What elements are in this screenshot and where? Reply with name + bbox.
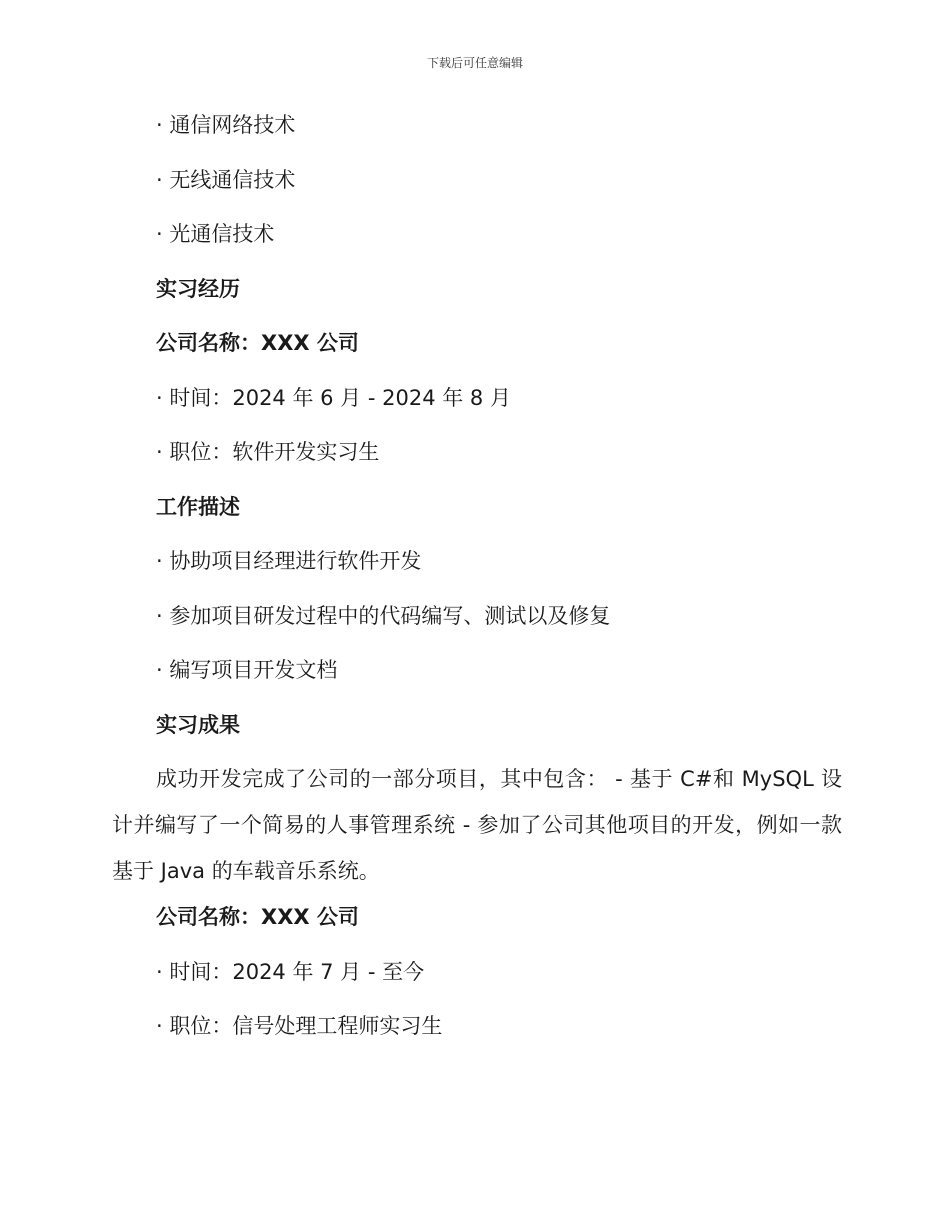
internship-heading: 实习经历 [156,276,240,301]
results-paragraph: 成功开发完成了公司的一部分项目，其中包含： - 基于 C#和 MySQL 设计并编写了一个简易的人事管理系统 - 参加了公司其他项目的开发，例如一款基于 Java 的车载音乐系统。 [112,767,842,883]
company-name: 公司名称：XXX 公司 [156,905,359,929]
work-description-heading: 工作描述 [156,494,240,519]
work-description-item: · 参加项目研发过程中的代码编写、测试以及修复 [156,603,611,628]
page-header-note: 下载后可任意编辑 [426,56,523,70]
company-time: · 时间：2024 年 7 月 - 至今 [156,959,425,984]
results-heading: 实习成果 [156,712,240,737]
document-body [112,110,842,1066]
company-name: 公司名称：XXX 公司 [156,331,359,355]
skill-item: · 光通信技术 [156,222,275,246]
skill-item: · 通信网络技术 [156,113,296,137]
work-description-item: · 编写项目开发文档 [156,658,338,682]
company-time: · 时间：2024 年 6 月 - 2024 年 8 月 [156,385,511,410]
skill-item: · 无线通信技术 [156,167,296,192]
work-description-item: · 协助项目经理进行软件开发 [156,549,422,573]
company-position: · 职位：软件开发实习生 [156,440,380,464]
company-position: · 职位：信号处理工程师实习生 [156,1014,443,1038]
